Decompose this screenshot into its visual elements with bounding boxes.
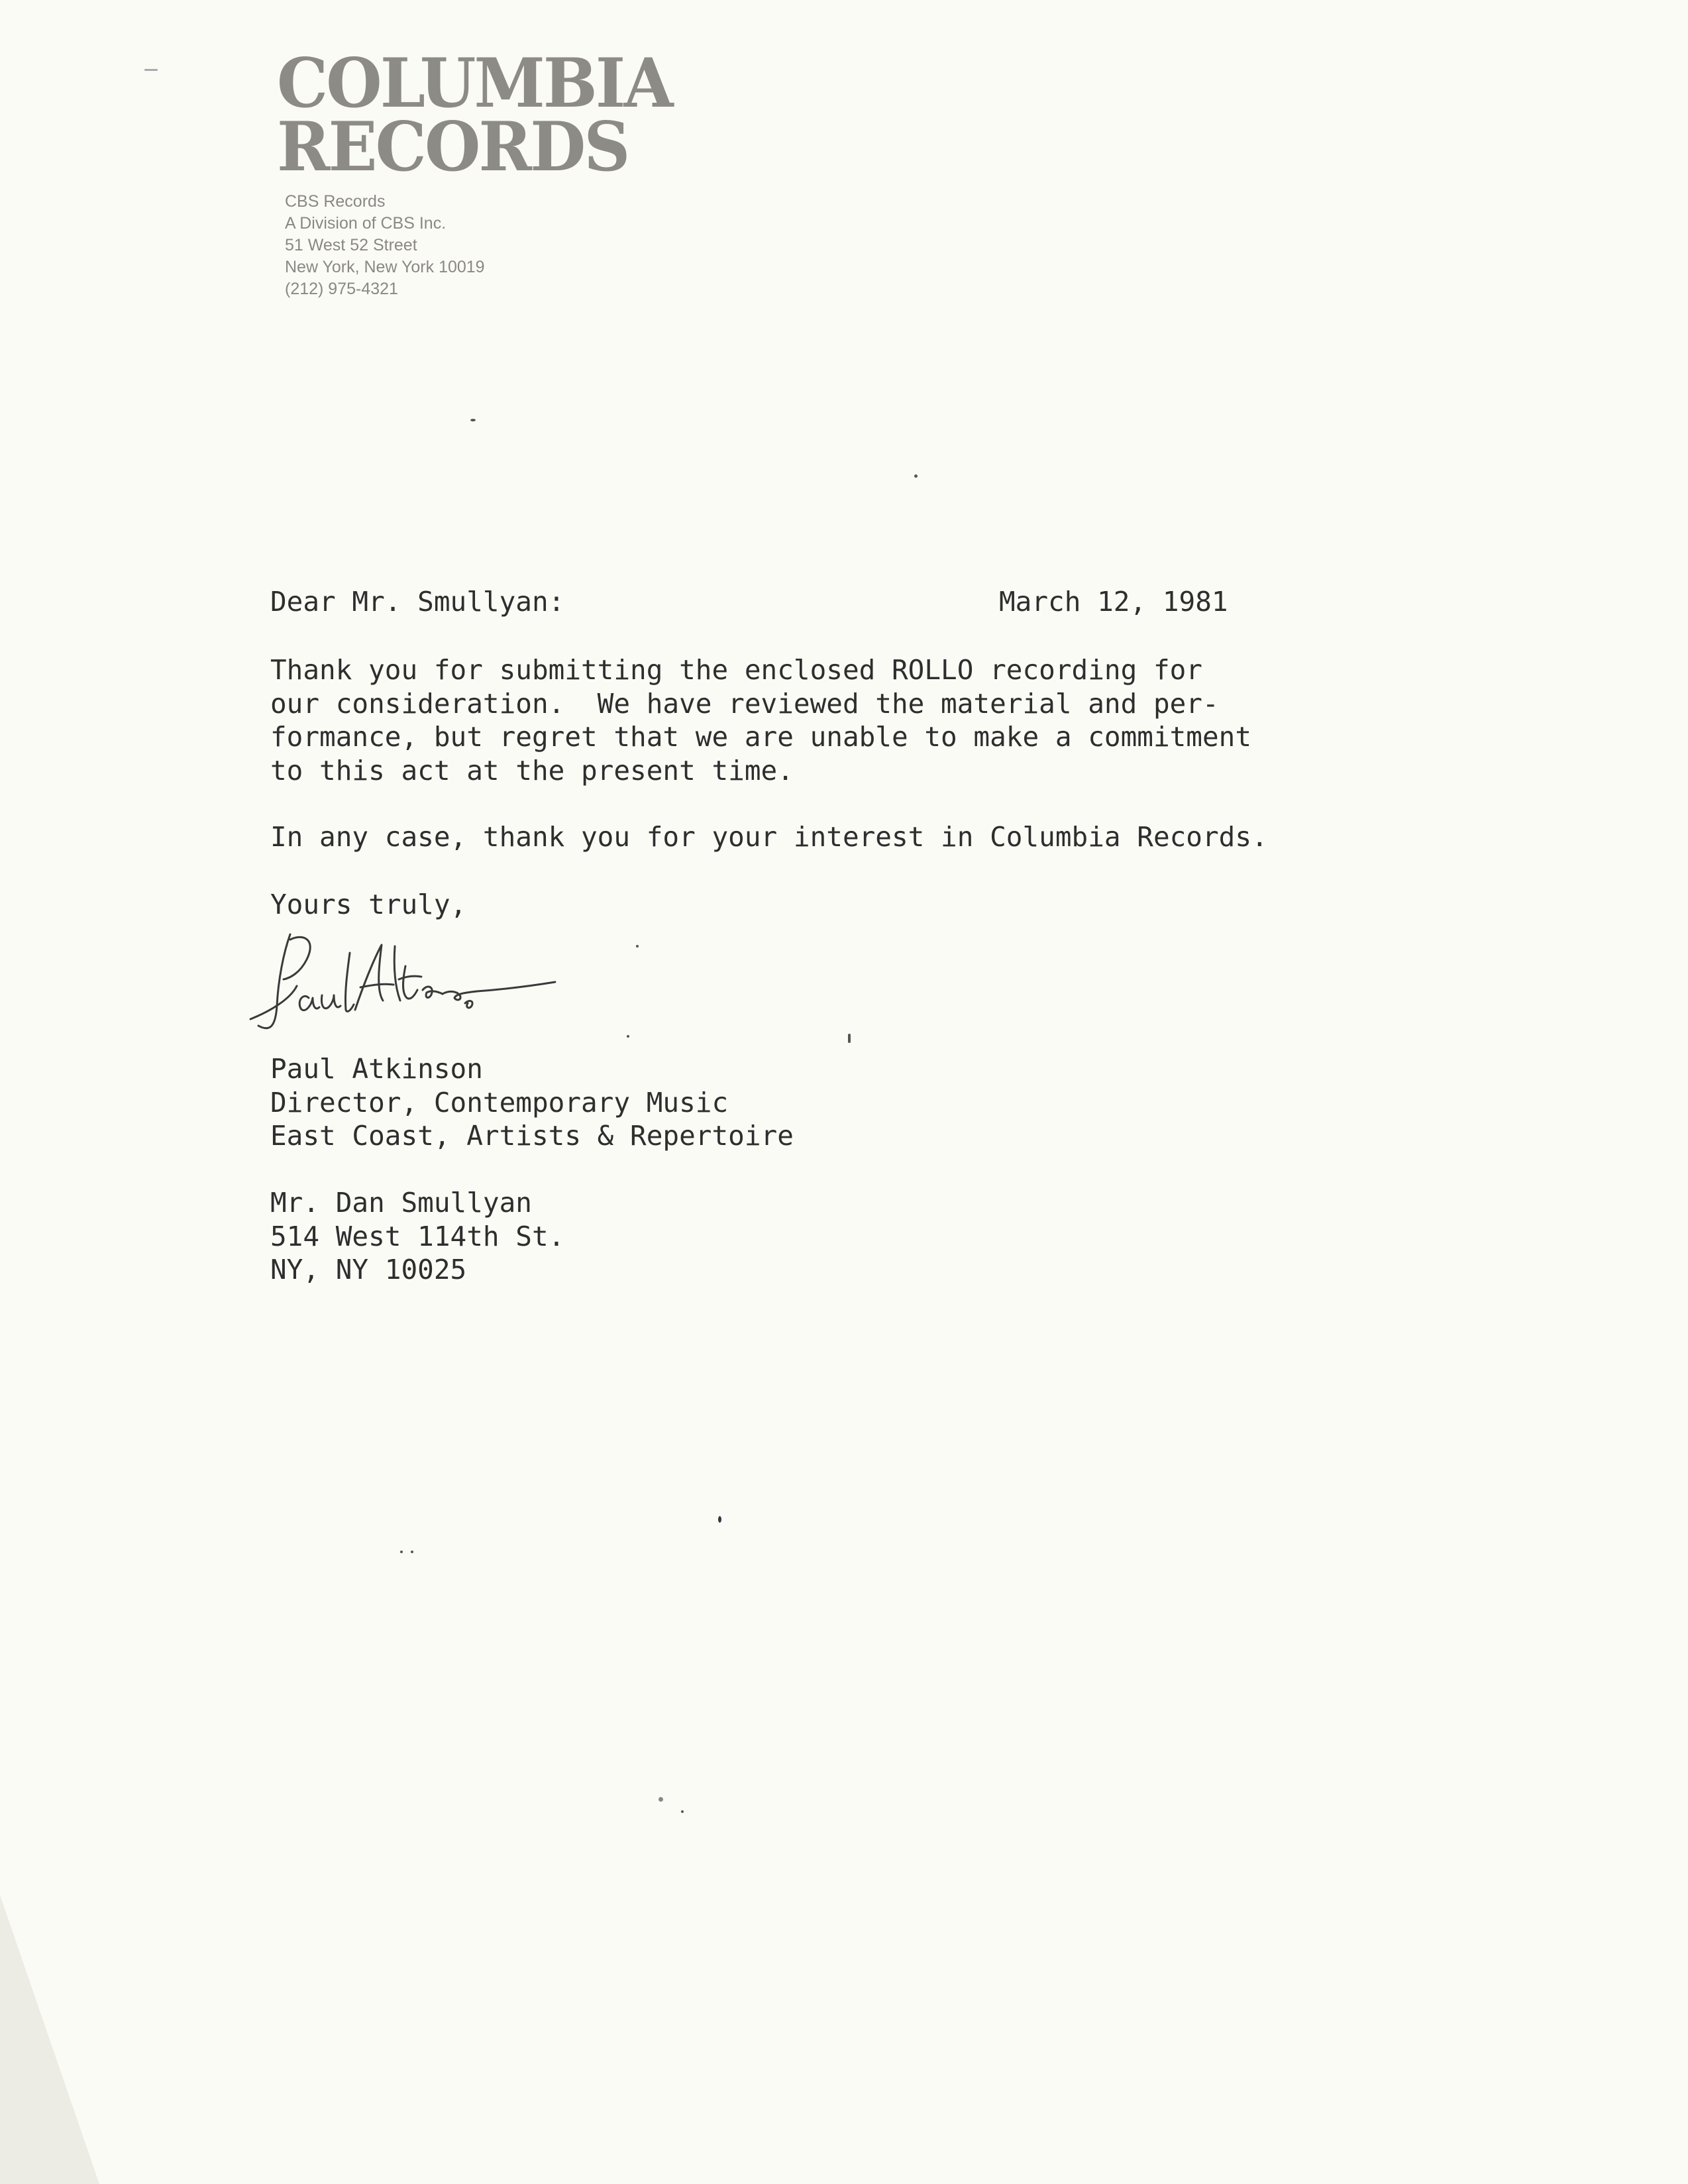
signer-name: Paul Atkinson — [270, 1053, 483, 1085]
paragraph-line: formance, but regret that we are unable to make a commitment — [270, 721, 1252, 753]
paper-speck — [470, 419, 476, 421]
signer-department: East Coast, Artists & Repertoire — [270, 1120, 794, 1152]
paragraph-line: to this act at the present time. — [270, 754, 794, 787]
address-line: A Division of CBS Inc. — [285, 214, 447, 233]
paper-speck — [659, 1797, 663, 1802]
letterhead-address — [285, 191, 485, 300]
logo-line-1: COLUMBIA — [277, 44, 672, 123]
paper-speck — [681, 1810, 684, 1813]
body-paragraph-2: In any case, thank you for your interest in Columbia Records. — [270, 821, 1268, 853]
signer-title: Director, Contemporary Music — [270, 1086, 729, 1119]
recipient-address — [270, 1186, 564, 1287]
paper-speck — [914, 474, 918, 478]
letter-date: March 12, 1981 — [999, 586, 1228, 618]
body-paragraph-1 — [270, 653, 1251, 787]
paper-speck — [636, 945, 639, 948]
recipient-line: NY, NY 10025 — [270, 1254, 467, 1285]
paper-speck — [848, 1034, 851, 1043]
address-line: New York, New York 10019 — [285, 258, 485, 276]
paper-speck — [411, 1551, 413, 1553]
paper-speck — [627, 1035, 629, 1038]
address-line: 51 West 52 Street — [285, 236, 417, 254]
paper-speck — [400, 1551, 403, 1553]
folded-corner — [0, 1895, 99, 2184]
signature-block — [270, 1052, 794, 1153]
handwritten-signature — [244, 926, 562, 1052]
salutation: Dear Mr. Smullyan: — [270, 586, 565, 618]
address-line: (212) 975-4321 — [285, 280, 398, 298]
paper-speck — [718, 1516, 721, 1523]
address-line: CBS Records — [285, 192, 386, 211]
closing: Yours truly, — [270, 889, 467, 920]
letterhead-logo — [277, 44, 672, 187]
paragraph-line: our consideration. We have reviewed the material and per- — [270, 687, 1219, 720]
paper-speck — [144, 69, 158, 71]
recipient-line: Mr. Dan Smullyan — [270, 1187, 532, 1219]
logo-line-2: RECORDS — [277, 107, 629, 187]
paragraph-line: Thank you for submitting the enclosed ROLLO recording for — [270, 654, 1202, 686]
recipient-line: 514 West 114th St. — [270, 1220, 565, 1252]
